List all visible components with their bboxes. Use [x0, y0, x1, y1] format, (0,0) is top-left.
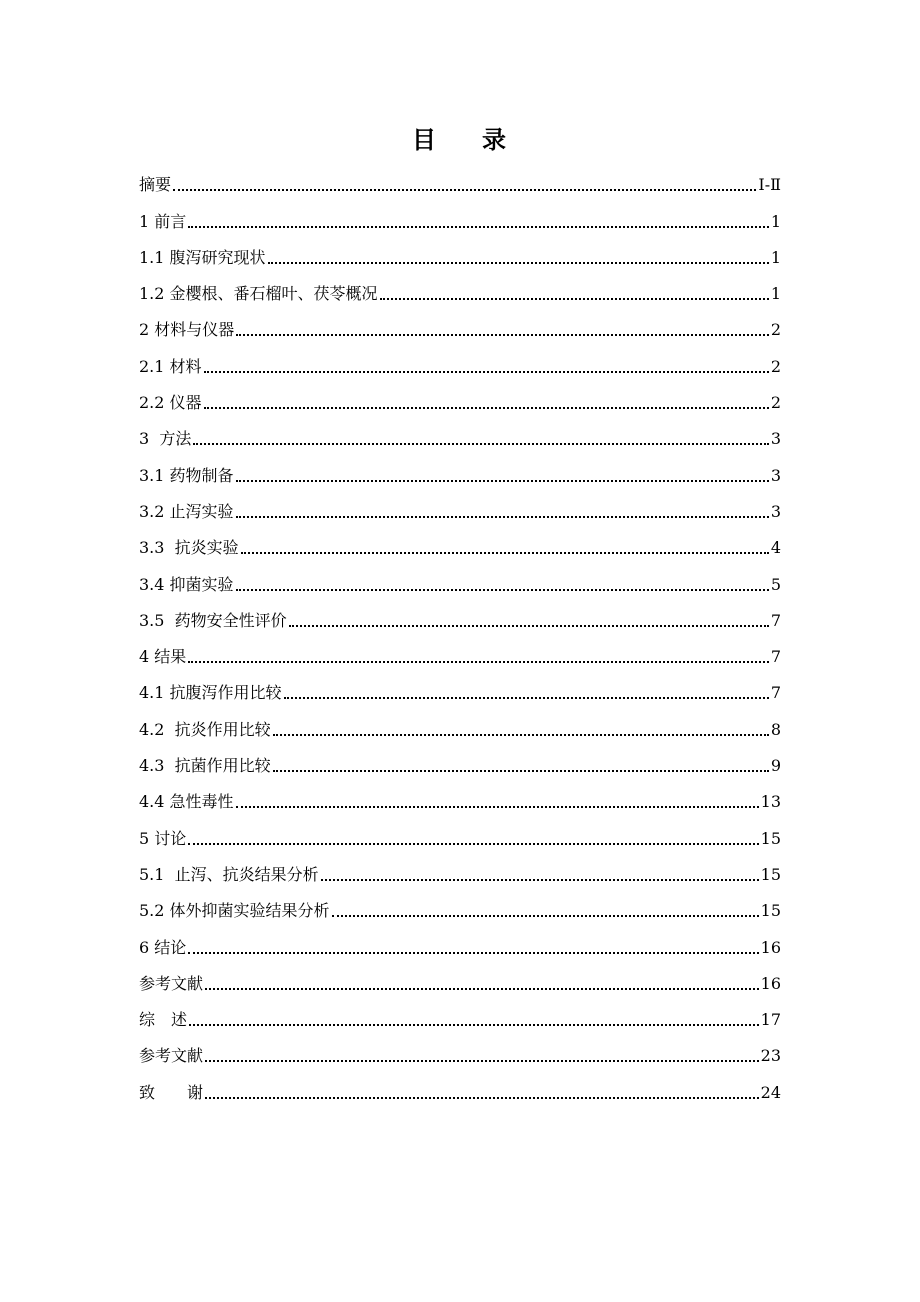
- dot-leader: [284, 693, 769, 699]
- toc-entry[interactable]: [139, 602, 781, 638]
- dot-leader: [205, 1056, 759, 1062]
- dot-leader: [236, 585, 769, 591]
- dot-leader: [188, 657, 769, 663]
- toc-entry-page: 1: [770, 211, 781, 231]
- toc-entry-label: 4.2 抗炎作用比较: [139, 719, 271, 739]
- toc-entry[interactable]: [139, 965, 781, 1001]
- toc-entry[interactable]: [139, 202, 781, 238]
- dot-leader: [188, 839, 758, 845]
- toc-entry-page: 16: [760, 973, 781, 993]
- dot-leader: [321, 875, 759, 881]
- toc-entry-page: 1: [770, 284, 781, 304]
- toc-entry[interactable]: [139, 311, 781, 347]
- toc-entry[interactable]: [139, 493, 781, 529]
- dot-leader: [273, 730, 769, 736]
- toc-entry-page: 1: [770, 247, 781, 267]
- toc-entry-page: 17: [760, 1010, 781, 1030]
- toc-entry-label: 1.1 腹泻研究现状: [139, 247, 266, 267]
- toc-entry-page: 5: [770, 574, 781, 594]
- toc-entry-page: 7: [770, 683, 781, 703]
- dot-leader: [205, 984, 759, 990]
- dot-leader: [236, 476, 769, 482]
- toc-entry-label: 1.2 金樱根、番石榴叶、茯苓概况: [139, 284, 378, 304]
- toc-entry-label: 1 前言: [139, 211, 187, 231]
- dot-leader: [289, 621, 769, 627]
- toc-entry-page: 15: [760, 901, 781, 921]
- dot-leader: [273, 766, 769, 772]
- dot-leader: [380, 294, 769, 300]
- toc-entry-page: 15: [760, 828, 781, 848]
- toc-entry[interactable]: [139, 928, 781, 964]
- page-title: [0, 120, 920, 155]
- toc-entry-label: 2.1 材料: [139, 356, 202, 376]
- dot-leader: [204, 367, 769, 373]
- toc-entry-page: 16: [760, 937, 781, 957]
- toc-entry-page: 7: [770, 647, 781, 667]
- toc-entry[interactable]: [139, 239, 781, 275]
- toc-entry-label: 3.1 药物制备: [139, 465, 234, 485]
- dot-leader: [204, 403, 769, 409]
- toc-entry-label: 3 方法: [139, 429, 192, 449]
- toc-entry[interactable]: [139, 1073, 781, 1109]
- dot-leader: [193, 439, 768, 445]
- title-char-2: 录: [482, 126, 508, 154]
- toc-entry[interactable]: [139, 856, 781, 892]
- dot-leader: [268, 258, 769, 264]
- toc-entry-label: 4 结果: [139, 647, 187, 667]
- dot-leader: [188, 948, 758, 954]
- toc-entry[interactable]: [139, 420, 781, 456]
- toc-entry[interactable]: [139, 565, 781, 601]
- toc-entry-page: 13: [760, 792, 781, 812]
- dot-leader: [332, 911, 759, 917]
- toc-entry-label: 2 材料与仪器: [139, 320, 235, 340]
- toc-entry-label: 综 述: [139, 1010, 188, 1030]
- toc-entry-page: 3: [770, 465, 781, 485]
- toc-entry-page: 7: [770, 610, 781, 630]
- dot-leader: [205, 1093, 759, 1099]
- toc-entry[interactable]: [139, 347, 781, 383]
- toc-entry[interactable]: [139, 529, 781, 565]
- toc-entry[interactable]: [139, 819, 781, 855]
- toc-entry[interactable]: [139, 1037, 781, 1073]
- toc-entry-page: Ⅰ-Ⅱ: [758, 175, 781, 195]
- toc-entry[interactable]: [139, 747, 781, 783]
- toc-entry-page: 8: [770, 719, 781, 739]
- toc-entry[interactable]: [139, 638, 781, 674]
- toc-entry-label: 参考文献: [139, 973, 204, 993]
- toc-entry-page: 2: [770, 356, 781, 376]
- toc-entry-page: 23: [760, 1046, 781, 1066]
- toc-entry-label: 3.5 药物安全性评价: [139, 610, 287, 630]
- toc-entry[interactable]: [139, 384, 781, 420]
- toc-entry-label: 摘要: [139, 175, 172, 195]
- toc-entry-label: 参考文献: [139, 1046, 204, 1066]
- toc-entry-label: 2.2 仪器: [139, 393, 202, 413]
- toc-entry[interactable]: [139, 1001, 781, 1037]
- toc-entry-label: 5.1 止泻、抗炎结果分析: [139, 864, 319, 884]
- title-char-1: 目: [412, 126, 438, 154]
- dot-leader: [236, 330, 769, 336]
- toc-entry-page: 2: [770, 393, 781, 413]
- table-of-contents: [139, 166, 781, 1110]
- toc-entry-label: 3.2 止泻实验: [139, 501, 234, 521]
- toc-entry-page: 24: [760, 1082, 781, 1102]
- dot-leader: [241, 548, 769, 554]
- toc-entry[interactable]: [139, 275, 781, 311]
- toc-entry[interactable]: [139, 456, 781, 492]
- toc-entry-page: 15: [760, 864, 781, 884]
- toc-entry[interactable]: [139, 166, 781, 202]
- toc-entry-label: 3.4 抑菌实验: [139, 574, 234, 594]
- toc-entry[interactable]: [139, 710, 781, 746]
- toc-entry-label: 4.1 抗腹泻作用比较: [139, 683, 282, 703]
- toc-entry-label: 4.4 急性毒性: [139, 792, 234, 812]
- toc-entry[interactable]: [139, 783, 781, 819]
- dot-leader: [236, 802, 759, 808]
- toc-entry-label: 5.2 体外抑菌实验结果分析: [139, 901, 330, 921]
- dot-leader: [189, 1020, 759, 1026]
- toc-entry-label: 6 结论: [139, 937, 187, 957]
- toc-entry-label: 4.3 抗菌作用比较: [139, 756, 271, 776]
- toc-entry-label: 致 谢: [139, 1082, 204, 1102]
- toc-entry[interactable]: [139, 892, 781, 928]
- toc-entry[interactable]: [139, 674, 781, 710]
- toc-entry-page: 4: [770, 538, 781, 558]
- toc-entry-page: 9: [770, 756, 781, 776]
- toc-entry-label: 5 讨论: [139, 828, 187, 848]
- toc-entry-page: 3: [770, 429, 781, 449]
- dot-leader: [236, 512, 769, 518]
- toc-entry-page: 2: [770, 320, 781, 340]
- dot-leader: [188, 222, 769, 228]
- dot-leader: [173, 185, 756, 191]
- toc-entry-page: 3: [770, 501, 781, 521]
- toc-entry-label: 3.3 抗炎实验: [139, 538, 239, 558]
